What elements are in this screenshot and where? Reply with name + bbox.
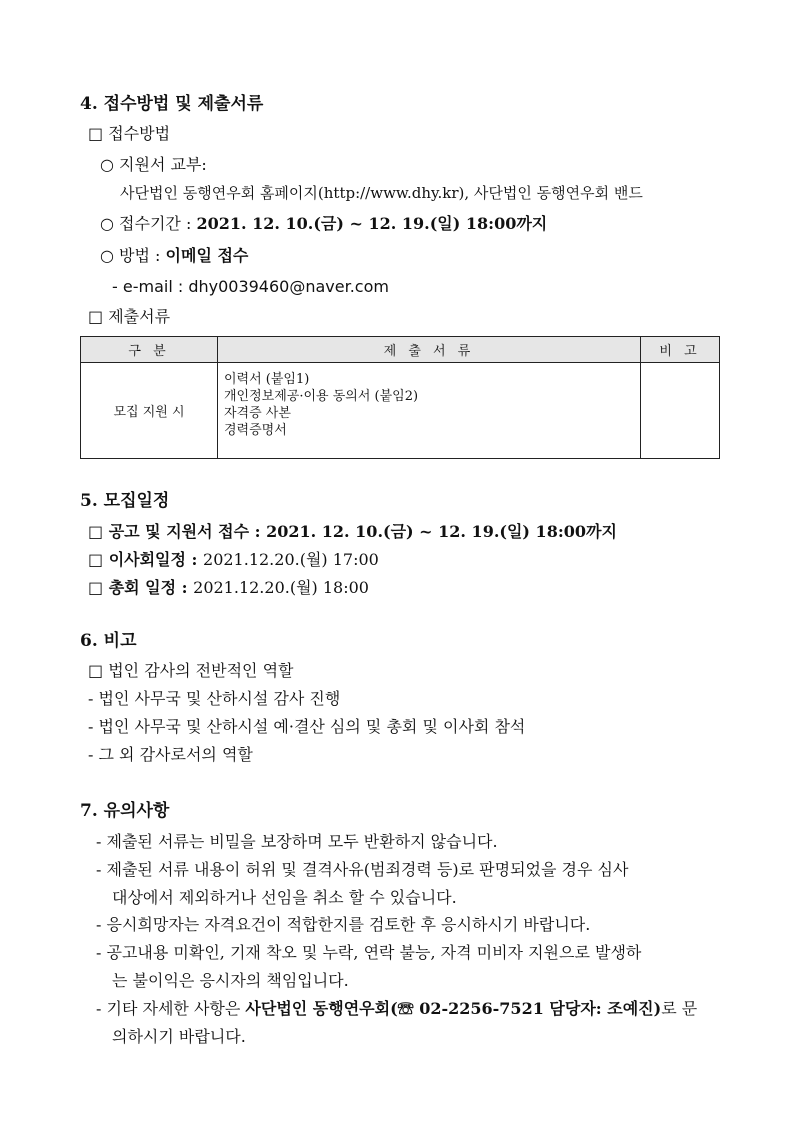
role-box: □ 법인 감사의 전반적인 역할 <box>88 661 294 680</box>
notice-3: - 응시희망자는 자격요건이 적합한지를 검토한 후 응시하시기 바랍니다. <box>96 915 591 934</box>
documents-cell <box>218 363 641 459</box>
notice-2b: 대상에서 제외하거나 선임을 취소 할 수 있습니다. <box>112 888 457 907</box>
notice-1: - 제출된 서류는 비밀을 보장하며 모두 반환하지 않습니다. <box>96 832 498 851</box>
table-row <box>81 363 720 459</box>
item1-label: ○ 지원서 교부: <box>100 155 207 174</box>
method-title: □ 접수방법 <box>88 124 171 143</box>
item3-label: ○ 방법 : <box>100 246 166 265</box>
notice-5a <box>96 1001 697 1017</box>
header-documents: 제 출 서 류 <box>218 337 641 363</box>
email-line: - e-mail : dhy0039460@naver.com <box>112 277 389 296</box>
section6-heading: 6. 비고 <box>80 631 137 651</box>
item2-line <box>100 216 547 232</box>
document-item: 이력서 (붙임1) <box>224 372 310 387</box>
role-item: - 그 외 감사로서의 역할 <box>88 745 253 764</box>
schedule-row-2 <box>88 552 379 568</box>
item1-detail: 사단법인 동행연우회 홈페이지(http://www.dhy.kr), 사단법인 동행연우회 밴드 <box>120 184 643 202</box>
documents-table <box>80 336 720 459</box>
document-item: 개인정보제공·이용 동의서 (붙임2) <box>224 389 419 404</box>
item2-value: 2021. 12. 10.(금) ~ 12. 19.(일) 18:00까지 <box>196 214 548 233</box>
document-item: 경력증명서 <box>224 423 287 438</box>
document-item: 자격증 사본 <box>224 406 291 421</box>
schedule-row-3 <box>88 580 369 596</box>
schedule-row-1 <box>88 524 617 540</box>
item2-label: ○ 접수기간 : <box>100 214 197 233</box>
role-item: - 법인 사무국 및 산하시설 예·결산 심의 및 총회 및 이사회 참석 <box>88 717 526 736</box>
schedule-label-3: □ 총회 일정 : <box>88 578 194 597</box>
notice-4b: 는 불이익은 응시자의 책임입니다. <box>112 971 349 990</box>
category-cell: 모집 지원 시 <box>81 363 218 459</box>
schedule-value-3: 2021.12.20.(월) 18:00 <box>193 578 369 597</box>
header-category: 구 분 <box>81 337 218 363</box>
notice-5-contact: 사단법인 동행연우회(☏ 02-2256-7521 담당자: 조예진) <box>245 999 662 1018</box>
notice-4a: - 공고내용 미확인, 기재 착오 및 누락, 연락 불능, 자격 미비자 지원으로 발생하 <box>96 943 642 962</box>
schedule-value-1: 2021. 12. 10.(금) ~ 12. 19.(일) 18:00까지 <box>266 522 617 541</box>
table-header-row <box>81 337 720 363</box>
notice-5-suffix: 로 문 <box>661 999 698 1018</box>
item3-value: 이메일 접수 <box>165 246 249 265</box>
docs-title: □ 제출서류 <box>88 307 171 326</box>
section7-heading: 7. 유의사항 <box>80 801 170 821</box>
schedule-label-2: □ 이사회일정 : <box>88 550 204 569</box>
schedule-label-1: □ 공고 및 지원서 접수 : <box>88 522 267 541</box>
header-note: 비 고 <box>641 337 720 363</box>
notice-5-prefix: - 기타 자세한 사항은 <box>96 999 246 1018</box>
schedule-value-2: 2021.12.20.(월) 17:00 <box>203 550 379 569</box>
notice-2a: - 제출된 서류 내용이 허위 및 결격사유(범죄경력 등)로 판명되었을 경우 심사 <box>96 860 629 879</box>
note-cell <box>641 363 720 459</box>
section4-heading: 4. 접수방법 및 제출서류 <box>80 94 264 114</box>
item3-line <box>100 248 248 264</box>
section5-heading: 5. 모집일정 <box>80 491 170 511</box>
notice-5b: 의하시기 바랍니다. <box>112 1027 246 1046</box>
role-item: - 법인 사무국 및 산하시설 감사 진행 <box>88 689 341 708</box>
